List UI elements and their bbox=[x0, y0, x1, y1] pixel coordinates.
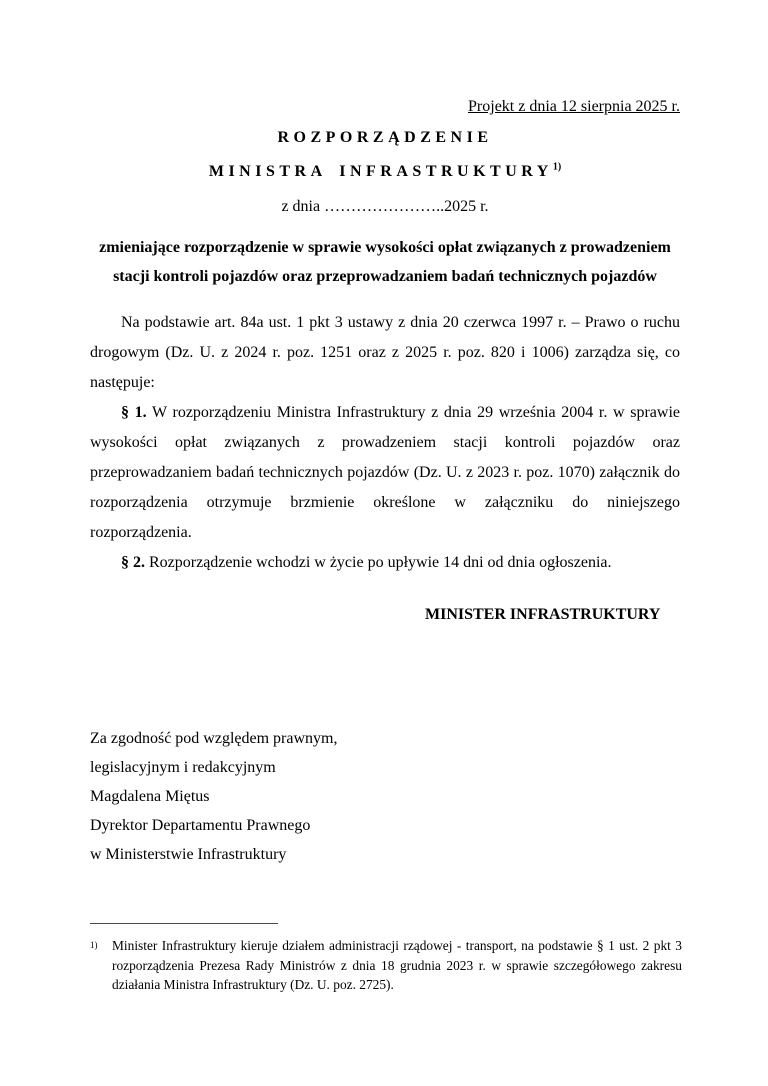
subject-title bbox=[90, 233, 680, 291]
section-lead: § 2. bbox=[121, 554, 145, 571]
approval-line: w Ministerstwie Infrastruktury bbox=[90, 846, 287, 863]
draft-date-text: Projekt z dnia 12 sierpnia 2025 r. bbox=[468, 98, 680, 115]
paragraph-text: W rozporządzeniu Ministra Infrastruktury z dnia 29 września 2004 r. w sprawie wysokości opłat związanych z prowadzeniem stacji kontroli pojazdów oraz przeprowadzaniem badań technicznych pojazdów (Dz. U. z 2023 r. poz. 1070) załącznik do rozporządzenia otrzymuje brzmienie określone w załączniku do niniejszego rozporządzenia. bbox=[90, 404, 680, 541]
date-placeholder-line: z dnia …………………..2025 r. bbox=[281, 198, 489, 215]
paragraph-text: Rozporządzenie wchodzi w życie po upływie 14 dni od dnia ogłoszenia. bbox=[145, 554, 612, 571]
section-2-paragraph bbox=[90, 548, 680, 578]
minister-title-text: MINISTRA INFRASTRUKTURY bbox=[208, 163, 553, 180]
paragraph-text: Na podstawie art. 84a ust. 1 pkt 3 ustawy z dnia 20 czerwca 1997 r. – Prawo o ruchu drogowym (Dz. U. z 2024 r. poz. 1251 oraz z 2025 r. poz. 820 i 1006) zarządza się, co następuje: bbox=[90, 314, 680, 391]
draft-date-line bbox=[90, 97, 680, 117]
minister-title-line bbox=[90, 162, 680, 182]
section-lead: § 1. bbox=[121, 404, 147, 421]
approval-line: legislacyjnym i redakcyjnym bbox=[90, 759, 276, 776]
regulation-title: ROZPORZĄDZENIE bbox=[277, 129, 493, 146]
legal-basis-paragraph bbox=[90, 308, 680, 398]
approval-line: Dyrektor Departamentu Prawnego bbox=[90, 817, 311, 834]
footnote-text: Minister Infrastruktury kieruje działem administracji rządowej - transport, na podstawie § 1 ust. 2 pkt 3 rozporządzenia Prezesa Rady Ministrów z dnia 18 grudnia 2023 r. w sprawie szczegółowego zakresu działania Ministra Infrastruktury (Dz. U. poz. 2725). bbox=[112, 938, 682, 992]
footnote-separator bbox=[90, 923, 278, 924]
approval-line: Za zgodność pod względem prawnym, bbox=[90, 730, 338, 747]
approval-line: Magdalena Miętus bbox=[90, 788, 210, 805]
section-1-paragraph bbox=[90, 398, 680, 548]
approval-block bbox=[90, 724, 680, 869]
subject-title-line: stacji kontroli pojazdów oraz przeprowadzaniem badań technicznych pojazdów bbox=[113, 268, 657, 285]
footnote-marker: 1) bbox=[90, 940, 98, 950]
footnote-reference: 1) bbox=[552, 161, 562, 173]
minister-signature-title: MINISTER INFRASTRUKTURY bbox=[425, 606, 661, 623]
footnote bbox=[90, 936, 682, 995]
subject-title-line: zmieniające rozporządzenie w sprawie wysokości opłat związanych z prowadzeniem bbox=[99, 239, 671, 256]
